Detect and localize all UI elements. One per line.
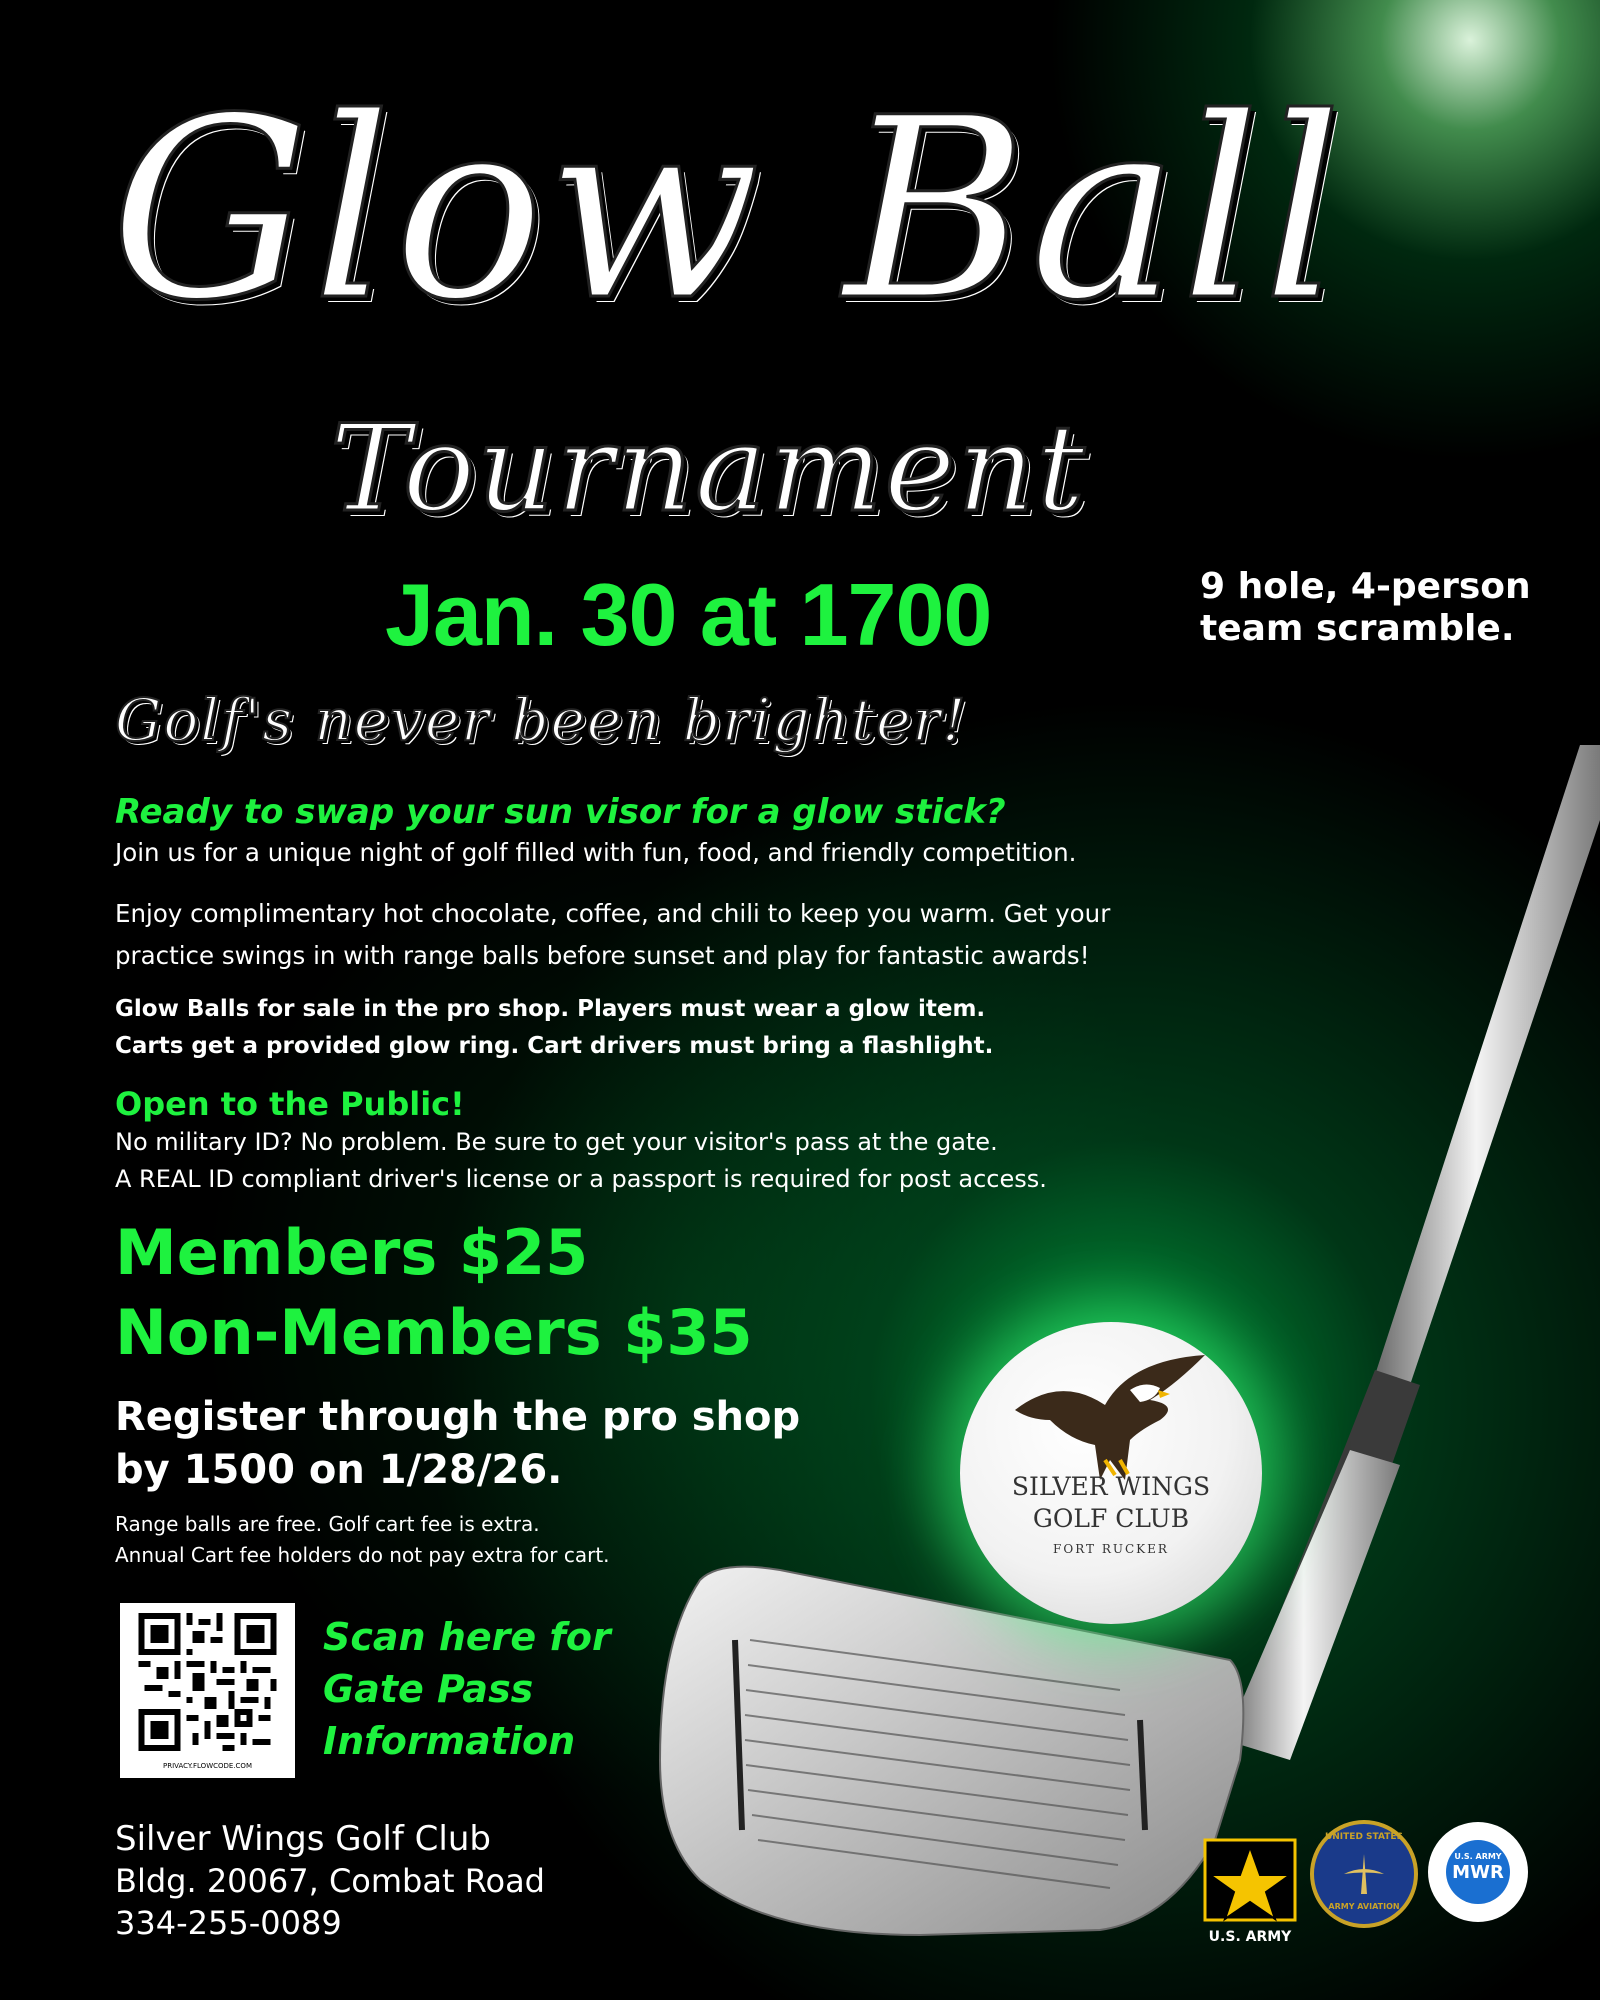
fees-line-2: Annual Cart fee holders do not pay extra for cart. (115, 1543, 610, 1567)
club-logo-line-2: GOLF CLUB (1032, 1504, 1190, 1533)
scan-line-2: Gate Pass (323, 1667, 534, 1711)
contact-address: Bldg. 20067, Combat Road (115, 1862, 545, 1900)
club-shaft (1375, 745, 1600, 1385)
price-members: Members $25 (115, 1216, 589, 1289)
fees-line-1: Range balls are free. Golf cart fee is extra. (115, 1512, 540, 1536)
club-head (660, 1567, 1243, 1935)
club-logo-line-1: SILVER WINGS (1011, 1472, 1211, 1501)
price-non-members: Non-Members $35 (115, 1296, 753, 1369)
intro-heading: Ready to swap your sun visor for a glow stick? (115, 792, 1006, 832)
wings-icon (1339, 1849, 1389, 1899)
format-line-1: 9 hole, 4-person (1200, 566, 1531, 607)
army-star-icon (1200, 1835, 1300, 1925)
army-logo (1200, 1835, 1300, 1955)
public-line-2: A REAL ID compliant driver's license or a passport is required for post access. (115, 1165, 1047, 1193)
format-line-2: team scramble. (1200, 608, 1515, 649)
rules-line-1: Glow Balls for sale in the pro shop. Players must wear a glow item. (115, 996, 986, 1022)
club-logo-line-3: FORT RUCKER (1053, 1542, 1169, 1556)
mwr-top-label: U.S. ARMY (1454, 1852, 1502, 1861)
enjoy-line-1: Enjoy complimentary hot chocolate, coffee, and chili to keep you warm. Get your (115, 899, 1111, 928)
contact-phone: 334-255-0089 (115, 1904, 342, 1942)
eagle-icon (1010, 1350, 1210, 1490)
register-line-1: Register through the pro shop (115, 1394, 801, 1440)
scan-line-3: Information (323, 1719, 576, 1763)
contact-name: Silver Wings Golf Club (115, 1819, 491, 1859)
aviation-top-label: UNITED STATES (1324, 1832, 1404, 1842)
mwr-main-label: MWR (1452, 1862, 1504, 1883)
intro-text: Join us for a unique night of golf filled with fun, food, and friendly competition. (115, 838, 1077, 867)
aviation-bottom-label: ARMY AVIATION (1328, 1902, 1400, 1911)
title-glow-ball: Glow Ball (110, 64, 1345, 355)
qr-caption: PRIVACY.FLOWCODE.COM (163, 1762, 252, 1770)
rules-line-2: Carts get a provided glow ring. Cart drivers must bring a flashlight. (115, 1033, 994, 1059)
public-line-1: No military ID? No problem. Be sure to get your visitor's pass at the gate. (115, 1128, 998, 1156)
army-aviation-logo (1310, 1820, 1418, 1928)
mwr-logo (1428, 1822, 1528, 1922)
register-line-2: by 1500 on 1/28/26. (115, 1447, 563, 1493)
tagline: Golf's never been brighter! (115, 686, 968, 754)
army-label: U.S. ARMY (1208, 1929, 1292, 1945)
scan-line-1: Scan here for (323, 1615, 611, 1659)
public-heading: Open to the Public! (115, 1085, 465, 1123)
enjoy-line-2: practice swings in with range balls before sunset and play for fantastic awards! (115, 941, 1090, 970)
golf-ball-logo (960, 1322, 1262, 1624)
event-date: Jan. 30 at 1700 (385, 565, 992, 664)
title-tournament: Tournament (330, 400, 1087, 539)
